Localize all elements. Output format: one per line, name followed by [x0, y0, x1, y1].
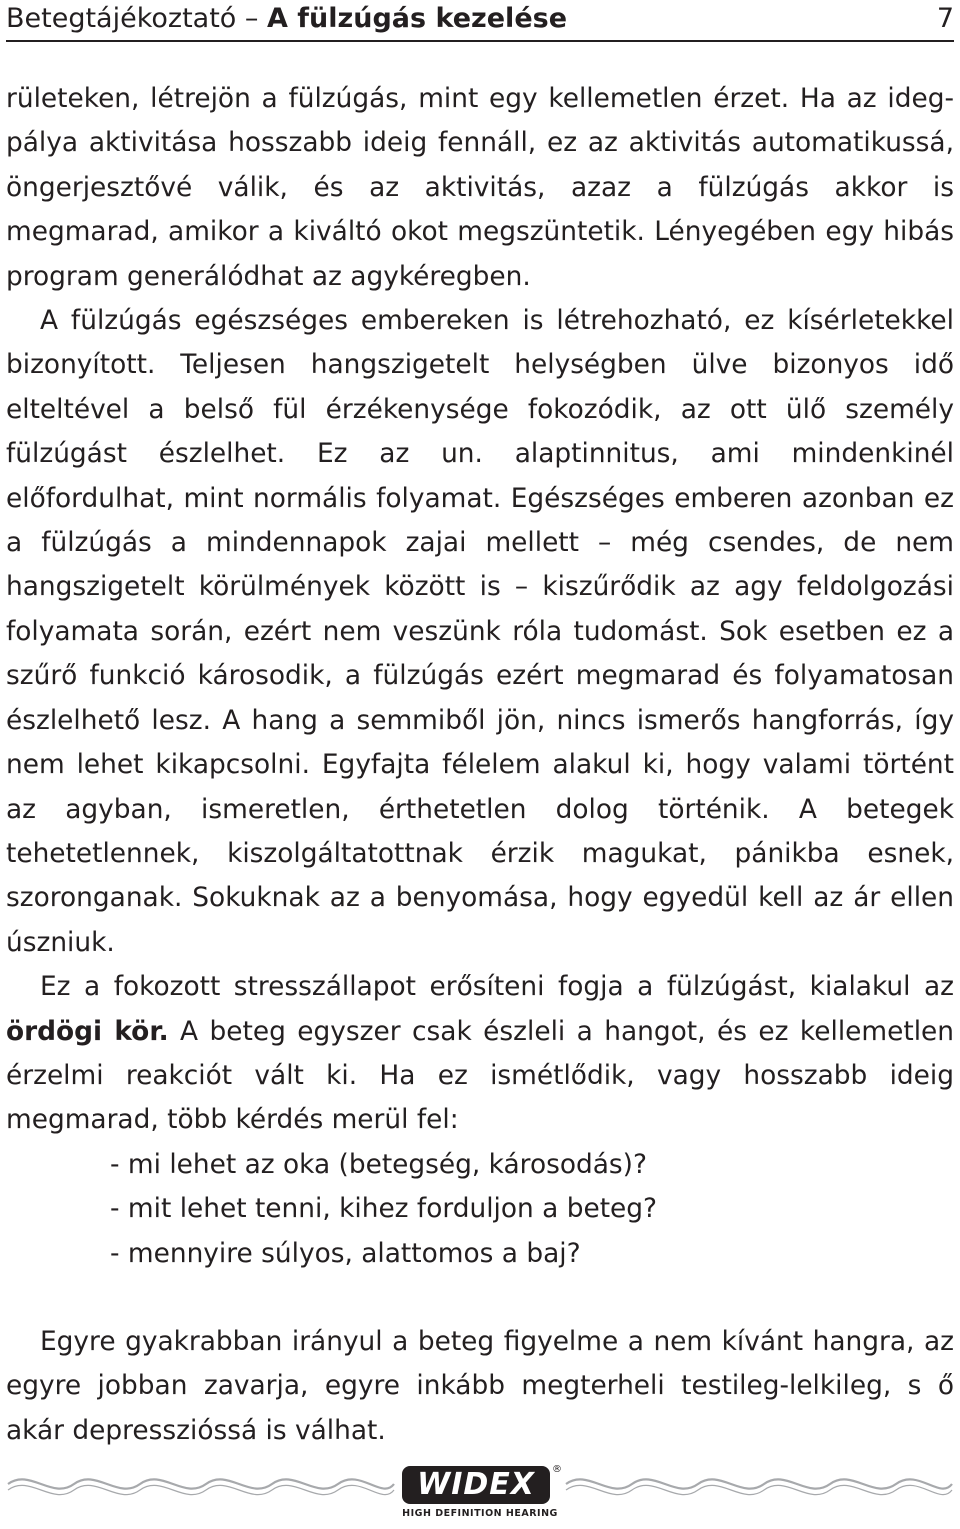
- paragraph-3-rest: A beteg egyszer csak észleli a hangot, és ez kellemetlen érzelmi reakciót vált ki. Ha ez ismétlődik, vagy hosszabb ideig megmarad, több kérdés merül fel:: [6, 1015, 954, 1136]
- brand-tagline: HIGH DEFINITION HEARING: [402, 1508, 558, 1519]
- page-number: 7: [936, 3, 954, 34]
- list-item: - mit lehet tenni, kihez forduljon a beteg?: [110, 1193, 658, 1225]
- paragraph-2: A fülzúgás egészséges embereken is létrehozható, ez kísérletekkel bizonyított. Teljesen hangszigetelt helységben ülve bizonyos idő elteltével a belső fül érzékenysége fokozódik, az ott ülő személy fülzúgást észlelhet. Ez az un. alaptinnitus, ami mindenkinél előfordulhat, mint normális folyamat. Egészséges emberen azonban ez a fülzúgás a mindennapok zajai mellett – még csendes, de nem hangszigetelt körülmények között is – kiszűrődik az agy feldolgozási folyamata során, ezért nem veszünk róla tudomást. Sok esetben ez a szűrő funkció károsodik, a fülzúgás ezért megmarad és folyamatosan észlelhető lesz. A hang a semmiből jön, nincs ismerős hangforrás, így nem lehet kikapcsolni. Egyfajta félelem alakul ki, hogy valami történt az agyban, ismeretlen, érthetetlen dolog történik. A betegek tehetetlennek, kiszolgáltatottnak érzik magukat, pánikba esnek, szoronganak. Sokuknak az a benyomása, hogy egyedül kell az ár ellen úszniuk.: [6, 305, 954, 958]
- spacer: [6, 1276, 954, 1320]
- wave-ornament-left-icon: [8, 1479, 394, 1494]
- document-label: Betegtájékoztató: [6, 3, 237, 34]
- paragraph-4: Egyre gyakrabban irányul a beteg figyelme a nem kívánt hangra, az egyre jobban zavarja, egyre inkább megterheli testileg-lelkileg, s ő akár depresszióssá is válhat.: [6, 1325, 954, 1446]
- paragraph-3-intro: Ez a fokozott stresszállapot erősíteni fogja a fülzúgást, kialakul az: [40, 971, 954, 1003]
- header-dash: –: [244, 3, 259, 34]
- list-item: - mennyire súlyos, alattomos a baj?: [110, 1237, 581, 1269]
- page-body: [6, 77, 954, 1453]
- document-title: A fülzúgás kezelése: [267, 3, 568, 34]
- brand-name: WIDEX: [417, 1467, 535, 1502]
- registered-mark: ®: [552, 1464, 562, 1475]
- paragraph-1: rületeken, létrejön a fülzúgás, mint egy kellemetlen érzet. Ha az ideg-pálya aktivitása hosszabb ideig fennáll, ez az aktivitás automatikussá, öngerjesztővé válik, és az aktivitás, azaz a fülzúgás akkor is megmarad, amikor a kiváltó okot megszüntetik. Lényegében egy hibás program generálódhat az agykéregben.: [6, 83, 954, 292]
- wave-ornament-right-icon: [566, 1479, 952, 1494]
- brand-wordmark: [402, 1466, 550, 1504]
- emphasis-vicious-circle: ördögi kör.: [6, 1015, 169, 1047]
- question-list: [6, 1143, 954, 1276]
- page-header: [6, 0, 954, 42]
- paragraph-3: [6, 965, 954, 1143]
- list-item: - mi lehet az oka (betegség, károsodás)?: [110, 1148, 647, 1180]
- page-footer: [0, 1462, 960, 1529]
